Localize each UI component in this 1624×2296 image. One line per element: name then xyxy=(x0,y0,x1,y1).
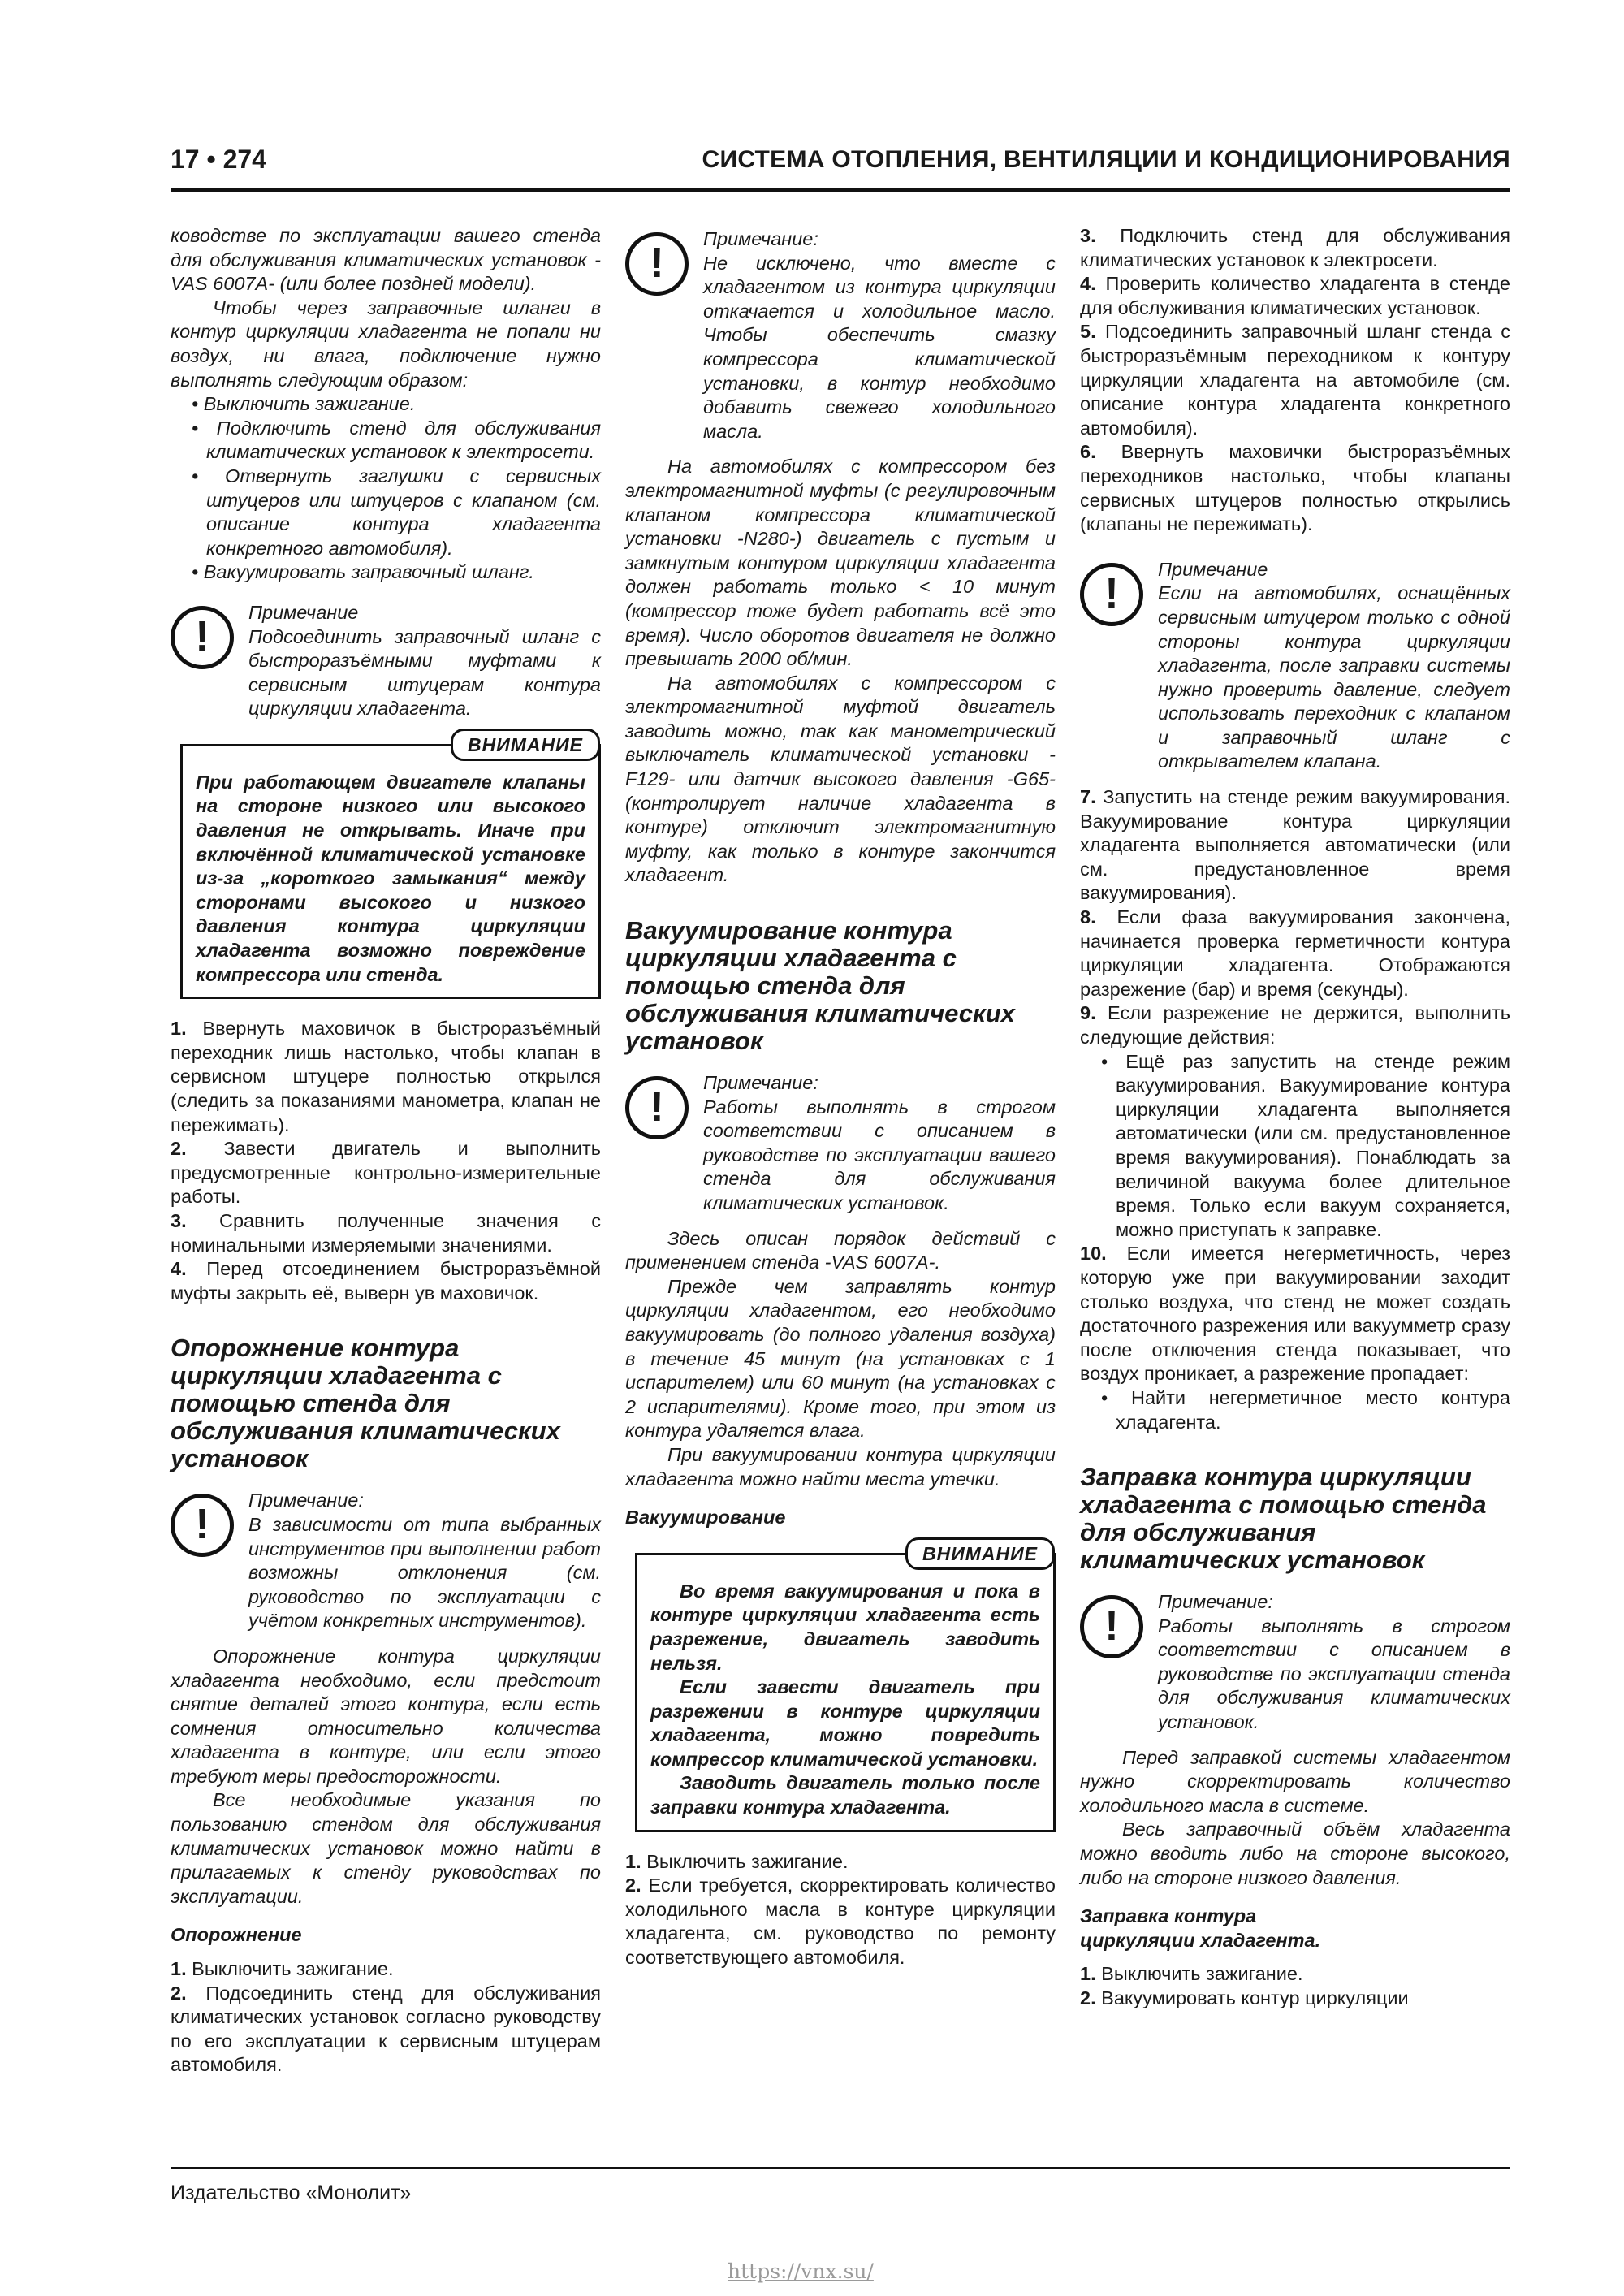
paragraph: Опорожнение контура циркуляции хладагента необходимо, если предстоит снятие деталей этого контура, если есть сомнения относительно количества хладагента в контуре, или если этого требуют меры предосторожности. xyxy=(171,1645,601,1787)
paragraph: Чтобы через заправочные шланги в контур циркуляции хладагента не попали ни воздух, ни влага, подключение нужно выполнять следующим образом: xyxy=(171,296,601,391)
paragraph: На автомобилях с компрессором с электромагнитной муфтой двигатель заводить можно, так как манометрический выключатель климатической установки -F129- или датчик высокого давления -G65- (контролирует наличие хладагента в контуре) отключит электромагнитную муфту, как только в контуре закончится хладагент. xyxy=(625,672,1056,886)
exclamation-icon: ! xyxy=(171,606,234,669)
note-box xyxy=(1080,1590,1510,1735)
step-item: 7. Запустить на стенде режим вакуумирования. Вакуумирование контура циркуляции хладагента выполняется автоматически (или см. предустановленное время вакуумирования). xyxy=(1080,786,1510,904)
step-item: 1. Выключить зажигание. xyxy=(625,1850,849,1872)
paragraph: При вакуумировании контура циркуляции хладагента можно найти места утечки. xyxy=(625,1443,1056,1490)
exclamation-icon: ! xyxy=(1080,563,1143,626)
section-heading: Заправка контура циркуляции хладагента с помощью стенда для обслуживания климатических установок xyxy=(1080,1463,1487,1575)
step-item: 3. Сравнить полученные значения с номинальными измеряемыми значениями. xyxy=(171,1209,602,1256)
paragraph: Перед заправкой системы хладагентом нужно скорректировать количество холодильного масла в системе. xyxy=(1080,1746,1510,1816)
warning-box xyxy=(180,733,601,999)
exclamation-icon: ! xyxy=(625,1076,689,1139)
note-title: Примечание: xyxy=(248,1490,364,1511)
subheading: Опорожнение xyxy=(171,1924,302,1946)
warning-text: Заводить двигатель только после заправки контура хладагента. xyxy=(650,1772,1040,1818)
section-heading: Вакуумирование контура циркуляции хладагента с помощью стенда для обслуживания климатических установок xyxy=(625,916,1015,1056)
note-text: В зависимости от типа выбранных инструментов при выполнении работ возможны отклонения (см. руководство по эксплуатации с учётом конкретных инструментов). xyxy=(248,1513,601,1632)
warning-box xyxy=(635,1542,1056,1832)
warning-tag: ВНИМАНИЕ xyxy=(451,729,600,761)
note-box xyxy=(625,1071,1056,1216)
note-box xyxy=(171,601,601,721)
note-box xyxy=(625,227,1056,443)
bullet-item: • Ещё раз запустить на стенде режим вакуумирования. Вакуумирование контура циркуляции хладагента выполняется автоматически (или см. предустановленное время вакуумирования). Понаблюдать за величиной вакуума более длительное время. Только если вакуум сохраняется, можно приступать к заправке. xyxy=(1101,1050,1510,1240)
bullet-item: • Выключить зажигание. xyxy=(192,393,416,415)
bullet-item: • Отвернуть заглушки с сервисных штуцеров или штуцеров с клапаном (см. описание контура хладагента конкретного автомобиля). xyxy=(192,465,601,559)
step-item: 2. Завести двигатель и выполнить предусмотренные контрольно-измерительные работы. xyxy=(171,1138,602,1208)
step-item: 2. Если требуется, скорректировать количество холодильного масла в контуре циркуляции хладагента, см. руководство по ремонту соответствующего автомобиля. xyxy=(625,1874,1056,1969)
bullet-item: • Найти негерметичное место контура хладагента. xyxy=(1101,1386,1510,1433)
column-2 xyxy=(625,224,1056,1970)
note-title: Примечание: xyxy=(703,228,818,249)
step-item: 3. Подключить стенд для обслуживания климатических установок к электросети. xyxy=(1080,225,1510,270)
step-item: 10. Если имеется негерметичность, через которую уже при вакуумировании заходит столько воздуха, что стенд не может создать достаточного разрежения или вакуумметр сразу после отключения стенда показывает, что воздух проникает, а разрежение пропадает: xyxy=(1080,1243,1510,1385)
step-item: 8. Если фаза вакуумирования закончена, начинается проверка герметичности контура циркуляции хладагента. Отображаются разрежение (бар) и время (секунды). xyxy=(1080,906,1511,1000)
header-rule xyxy=(171,188,1510,192)
step-item: 1. Выключить зажигание. xyxy=(171,1958,394,1980)
paragraph: Здесь описан порядок действий с применением стенда -VAS 6007A-. xyxy=(625,1227,1056,1273)
note-text: Не исключено, что вместе с хладагентом из контура циркуляции откачается и холодильное масло. Чтобы обеспечить смазку компрессора климатической установки, в контур необходимо добавить свежего холодильного масла. xyxy=(703,252,1056,442)
paragraph: Весь заправочный объём хладагента можно вводить либо на стороне высокого, либо на стороне низкого давления. xyxy=(1080,1818,1510,1888)
note-text: Работы выполнять в строгом соответствии с описанием в руководстве по эксплуатации вашего стенда для обслуживания климатических установок. xyxy=(703,1096,1056,1213)
exclamation-icon: ! xyxy=(171,1494,234,1557)
column-1 xyxy=(171,224,601,2078)
subheading: Вакуумирование xyxy=(625,1507,786,1529)
source-link[interactable]: https://vnx.su/ xyxy=(728,2259,874,2283)
warning-text: Если завести двигатель при разрежении в контуре циркуляции хладагента, можно повредить компрессор климатической установки. xyxy=(650,1676,1040,1770)
step-item: 4. Проверить количество хладагента в стенде для обслуживания климатических установок. xyxy=(1080,273,1510,318)
bullet-item: • Вакуумировать заправочный шланг. xyxy=(192,561,534,583)
step-item: 9. Если разрежение не держится, выполнить следующие действия: xyxy=(1080,1002,1510,1048)
note-text: Работы выполнять в строгом соответствии с описанием в руководстве по эксплуатации стенда для обслуживания климатических установок. xyxy=(1158,1615,1510,1733)
paragraph: Прежде чем заправлять контур циркуляции хладагентом, его необходимо вакуумировать (до полного удаления воздуха) в течение 45 минут (на установках с 1 испарителем) или 60 минут (на установках с 2 испарителями). Кроме того, при этом из контура удаляется влага. xyxy=(625,1275,1056,1442)
step-item: 2. Вакуумировать контур циркуляции xyxy=(1080,1987,1409,2008)
subheading: Заправка контура циркуляции хладагента. xyxy=(1080,1905,1321,1951)
section-heading: Опорожнение контура циркуляции хладагента с помощью стенда для обслуживания климатических установок xyxy=(171,1334,560,1473)
exclamation-icon: ! xyxy=(625,232,689,296)
chapter-title: СИСТЕМА ОТОПЛЕНИЯ, ВЕНТИЛЯЦИИ И КОНДИЦИОНИРОВАНИЯ xyxy=(702,146,1510,173)
step-item: 1. Ввернуть маховичок в быстроразъёмный переходник лишь настолько, чтобы клапан в сервисном штуцере полностью открылся (следить за показаниями манометра, клапан не пережимать). xyxy=(171,1018,602,1135)
warning-text: При работающем двигателе клапаны на стороне низкого или высокого давления не открывать. Иначе при включённой климатической установке из-за „короткого замыкания“ между сторонами высокого и низкого давления контура циркуляции хладагента возможно повреждение компрессора или стенда. xyxy=(196,771,585,985)
page-header xyxy=(171,145,1510,185)
step-item: 5. Подсоединить заправочный шланг стенда с быстроразъёмным переходником к контуру циркуляции хладагента на автомобиле (см. описание контура хладагента конкретного автомобиля). xyxy=(1080,321,1511,439)
note-title: Примечание xyxy=(248,601,359,623)
note-box xyxy=(1080,558,1510,774)
note-title: Примечание: xyxy=(703,1072,818,1094)
page-number: 17 • 274 xyxy=(171,145,266,174)
note-text: Если на автомобилях, оснащённых сервисным штуцером только с одной стороны контура циркуляции хладагента, после заправки системы нужно проверить давление, следует использовать переходник с клапаном и заправочный шланг с открывателем клапана. xyxy=(1158,582,1510,772)
note-text: Подсоединить заправочный шланг с быстроразъёмными муфтами к сервисным штуцерам контура циркуляции хладагента. xyxy=(248,625,601,720)
exclamation-icon: ! xyxy=(1080,1595,1143,1658)
warning-text: Во время вакуумирования и пока в контуре циркуляции хладагента есть разрежение, двигатель заводить нельзя. xyxy=(650,1580,1040,1674)
note-title: Примечание xyxy=(1158,558,1268,580)
step-item: 6. Ввернуть маховички быстроразъёмных переходников настолько, чтобы клапаны сервисных штуцеров полностью открылись (клапаны не пережимать). xyxy=(1080,441,1510,535)
paragraph: ководстве по эксплуатации вашего стенда для обслуживания климатических установок -VAS 6007A- (или более поздней модели). xyxy=(171,225,601,295)
footer-rule xyxy=(171,2167,1510,2169)
step-item: 4. Перед отсоединением быстроразъёмной муфты закрыть её, выверн ув маховичок. xyxy=(171,1258,601,1304)
column-3 xyxy=(1080,224,1510,2011)
step-item: 1. Выключить зажигание. xyxy=(1080,1963,1303,1985)
warning-tag: ВНИМАНИЕ xyxy=(905,1537,1055,1570)
step-item: 2. Подсоединить стенд для обслуживания климатических установок согласно руководству по его эксплуатации к сервисным штуцерам автомобиля. xyxy=(171,1982,602,2076)
note-box xyxy=(171,1489,601,1633)
publisher: Издательство «Монолит» xyxy=(171,2181,412,2204)
paragraph: На автомобилях с компрессором без электромагнитной муфты (с регулировочным клапаном компрессора климатической установки -N280-) двигатель с пустым и замкнутым контуром циркуляции хладагента должен работать только < 10 минут (компрессор тоже будет работать всё это время). Число оборотов двигателя не должно превышать 2000 об/мин. xyxy=(625,456,1056,670)
paragraph: Все необходимые указания по пользованию стендом для обслуживания климатических установок можно найти в прилагаемых к стенду руководствах по эксплуатации. xyxy=(171,1789,601,1907)
bullet-item: • Подключить стенд для обслуживания климатических установок к электросети. xyxy=(192,417,601,463)
note-title: Примечание: xyxy=(1158,1591,1273,1613)
